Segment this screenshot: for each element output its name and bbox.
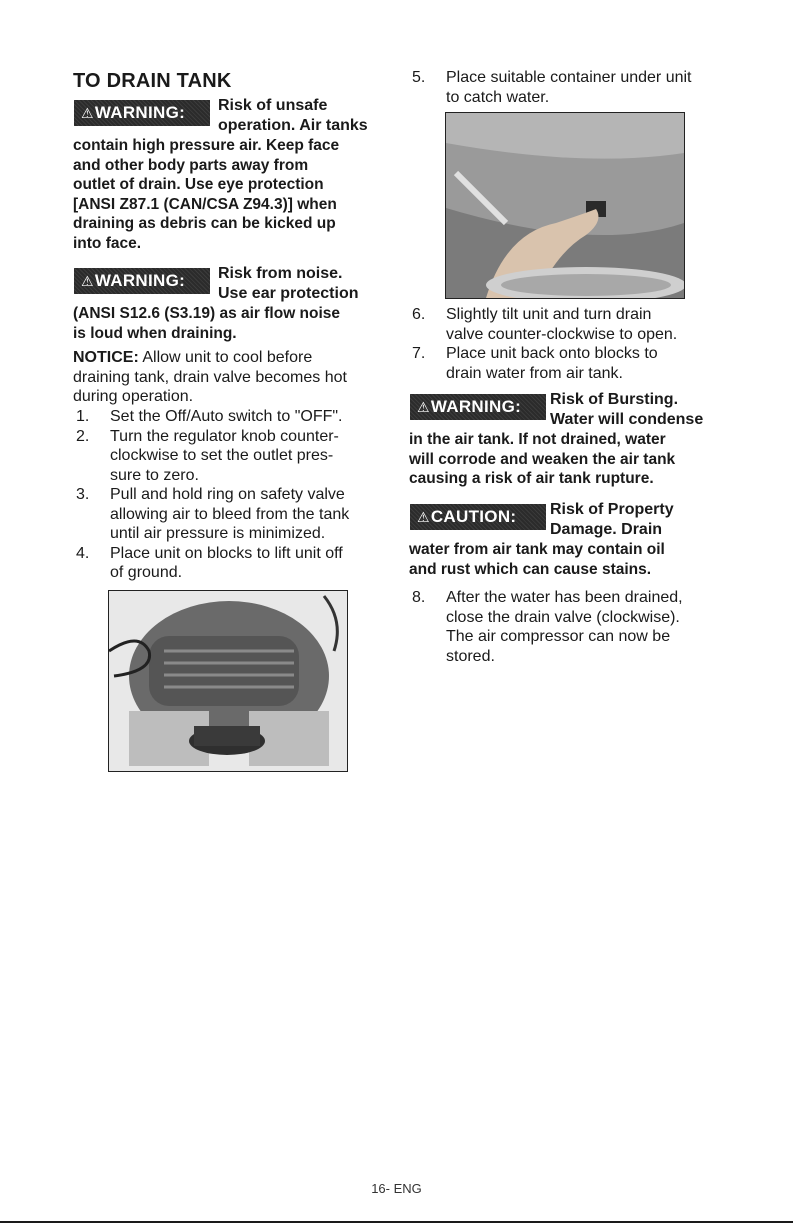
warning-headline: Risk of Bursting. Water will condense [550, 391, 704, 428]
warning-badge: ⚠WARNING: [410, 394, 546, 420]
warning-body: in the air tank. If not drained, water will corrode and weaken the air tank causing a risk of air tank rupture. [409, 431, 676, 487]
warning-headline: Risk of unsafe operation. Air tanks [218, 97, 368, 134]
steps-list-left [76, 407, 396, 583]
steps-list-right-top [412, 68, 782, 107]
step-item: 3. Pull and hold ring on safety valve allowing air to bleed from the tank until air pressure is minimized. [76, 486, 350, 542]
photo-drain-valve [445, 112, 685, 299]
warning-body: (ANSI S12.6 (S3.19) as air flow noise is loud when draining. [73, 305, 341, 342]
photo-unit-on-blocks [108, 590, 348, 772]
section-title: TO DRAIN TANK [73, 70, 232, 92]
step-item: 7. Place unit back onto blocks to drain water from air tank. [412, 345, 658, 382]
warning-unsafe-operation [73, 96, 393, 256]
caution-headline: Risk of Property Damage. Drain [550, 501, 674, 538]
warning-bursting [409, 390, 789, 490]
caution-triangle-icon: ⚠ [417, 509, 430, 525]
step-item: 8. After the water has been drained, close the drain valve (clockwise). The air compressor can now be stored. [412, 589, 683, 665]
notice-paragraph: NOTICE: Allow unit to cool before draining tank, drain valve becomes hot during operation. [73, 349, 347, 405]
caution-badge: ⚠CAUTION: [410, 504, 546, 530]
warning-noise [73, 264, 393, 344]
step-item: 1. Set the Off/Auto switch to "OFF". [76, 408, 343, 425]
warning-triangle-icon: ⚠ [81, 105, 94, 121]
caution-property-damage [409, 500, 789, 580]
caution-body: water from air tank may contain oil and rust which can cause stains. [409, 541, 665, 578]
warning-triangle-icon: ⚠ [417, 399, 430, 415]
step-item: 4. Place unit on blocks to lift unit off of ground. [76, 544, 343, 581]
step-item: 5. Place suitable container under unit to catch water. [412, 69, 692, 106]
warning-headline: Risk from noise. Use ear protection [218, 265, 359, 302]
notice-label: NOTICE: [73, 349, 139, 366]
page-number: 16- ENG [371, 1181, 422, 1196]
steps-list-right-mid [412, 305, 782, 383]
step-item: 2. Turn the regulator knob counter- clockwise to set the outlet pres- sure to zero. [76, 427, 339, 484]
warning-badge: ⚠WARNING: [74, 268, 210, 294]
bottom-rule [0, 1221, 793, 1223]
steps-list-right-bottom [412, 588, 782, 666]
warning-triangle-icon: ⚠ [81, 273, 94, 289]
step-item: 6. Slightly tilt unit and turn drain valve counter-clockwise to open. [412, 306, 678, 343]
warning-badge: ⚠WARNING: [74, 100, 210, 126]
warning-body: contain high pressure air. Keep face and other body parts away from outlet of drain. Use eye protection [ANSI Z87.1 (CAN/CSA Z94.3)] when draining as debris can be kicked up into face. [73, 137, 340, 252]
